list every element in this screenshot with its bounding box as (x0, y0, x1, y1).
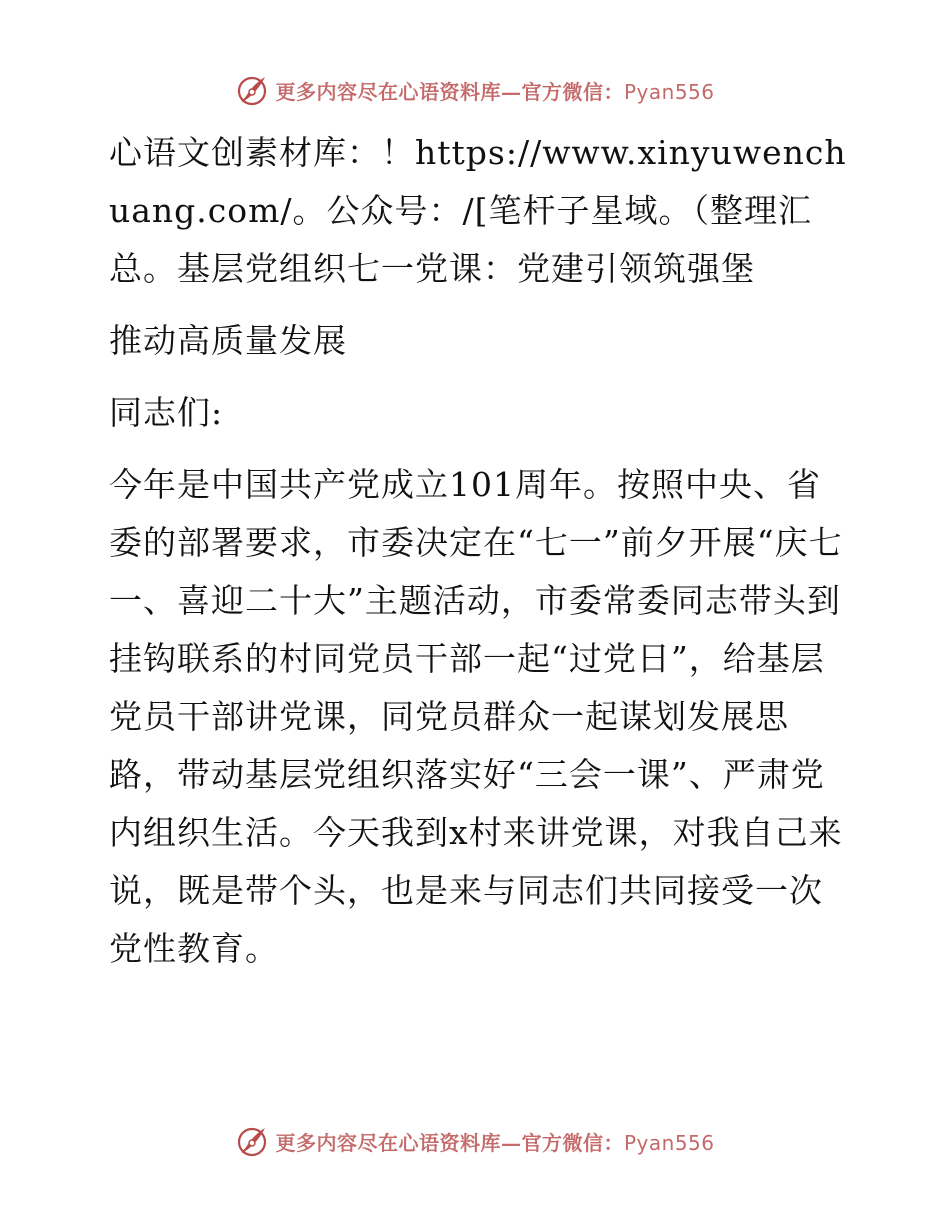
header-banner-label: 更多内容尽在心语资料库—官方微信： (275, 79, 624, 104)
header-banner-text (275, 76, 714, 105)
footer-banner-label: 更多内容尽在心语资料库—官方微信： (275, 1130, 624, 1155)
quill-pen-seal-icon (235, 73, 269, 107)
footer-banner-text (275, 1127, 714, 1156)
document-title: 推动高质量发展 (109, 321, 347, 360)
header-wechat-id: Pyan556 (623, 79, 715, 104)
intro-paragraph: 心语文创素材库：！https://www.xinyuwenchuang.com/。公众号：/[笔杆子星域。（整理汇总。基层党组织七一党课：党建引领筑强堡 (109, 133, 847, 288)
footer-banner-inner (235, 1124, 714, 1158)
footer-wechat-id: Pyan556 (623, 1130, 715, 1155)
document-body (97, 124, 853, 978)
footer-banner (0, 1121, 950, 1161)
body-paragraph: 今年是中国共产党成立101周年。按照中央、省委的部署要求，市委决定在“七一”前夕开展“庆七一、喜迎二十大”主题活动，市委常委同志带头到挂钩联系的村同党员干部一起“过党日”，给基层党员干部讲党课，同党员群众一起谋划发展思路，带动基层党组织落实好“三会一课”、严肃党内组织生活。今天我到x村来讲党课，对我自己来说，既是带个头，也是来与同志们共同接受一次党性教育。 (109, 465, 843, 968)
header-banner-inner (235, 73, 714, 107)
salutation: 同志们: (109, 393, 224, 432)
header-banner (0, 70, 950, 110)
quill-pen-seal-icon (235, 1124, 269, 1158)
